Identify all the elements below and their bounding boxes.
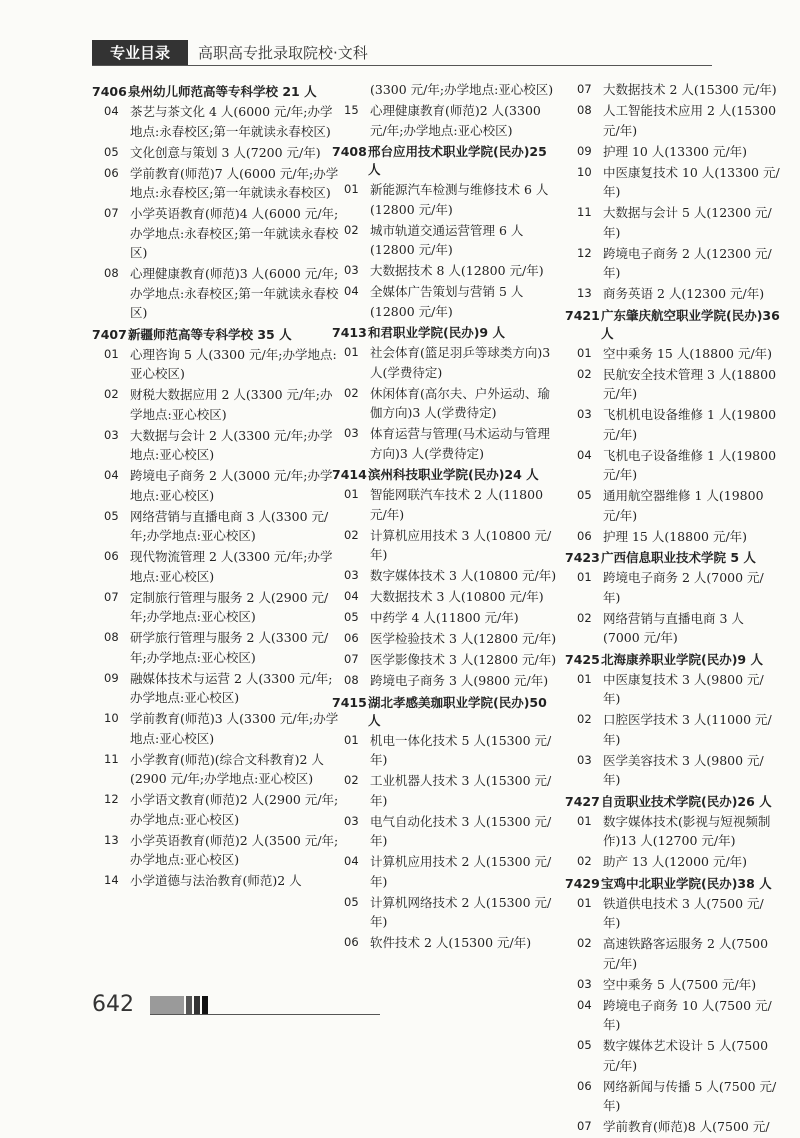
- school-code: 7414: [332, 467, 367, 482]
- school-heading: [332, 466, 557, 484]
- major-number: 02: [104, 387, 119, 401]
- school-heading: [92, 83, 342, 101]
- major-number: 02: [344, 527, 359, 542]
- major-number: 03: [344, 426, 359, 440]
- major-number: 03: [577, 976, 592, 991]
- major-number: 05: [344, 610, 359, 624]
- major-number: 04: [344, 589, 359, 603]
- school-heading: [565, 875, 780, 893]
- major-text: 研学旅行管理与服务 2 人(3300 元/年;办学地点:亚心校区): [130, 630, 329, 665]
- major-text: 铁道供电技术 3 人(7500 元/年): [603, 895, 764, 930]
- major-text: (3300 元/年;办学地点:亚心校区): [370, 82, 554, 97]
- major-number: 07: [577, 1119, 592, 1133]
- major-number: 09: [104, 670, 119, 685]
- major-item: [92, 143, 342, 163]
- major-text: 网络营销与直播电商 3 人(3300 元/年;办学地点:亚心校区): [130, 508, 329, 543]
- major-item: [565, 1117, 780, 1137]
- major-item: [332, 526, 557, 565]
- major-item: [92, 669, 342, 708]
- school-heading: [565, 307, 780, 343]
- school-heading: [332, 694, 557, 730]
- school-code: 7421: [565, 307, 600, 323]
- major-text: 民航安全技术管理 3 人(18800 元/年): [603, 366, 777, 401]
- major-text: 网络新闻与传播 5 人(7500 元/年): [603, 1078, 777, 1113]
- major-text: 数字媒体艺术设计 5 人(7500 元/年): [603, 1038, 769, 1073]
- major-text: 小学语文教育(师范)2 人(2900 元/年;办学地点:亚心校区): [130, 792, 339, 827]
- major-number: 08: [577, 103, 592, 117]
- major-item: [332, 101, 557, 140]
- major-text: 新能源汽车检测与维修技术 6 人(12800 元/年): [370, 182, 549, 217]
- major-number: 03: [104, 427, 119, 442]
- school-heading: [565, 549, 780, 567]
- major-text: 护理 15 人(18800 元/年): [603, 528, 748, 544]
- column-left: [92, 80, 342, 892]
- major-number: 01: [104, 346, 119, 361]
- major-number: 06: [344, 631, 359, 645]
- major-text: 医学美容技术 3 人(9800 元/年): [603, 752, 764, 787]
- major-number: 03: [577, 752, 592, 767]
- major-item: [92, 750, 342, 789]
- major-text: 跨境电子商务 10 人(7500 元/年): [603, 997, 772, 1032]
- major-number: 03: [344, 568, 359, 582]
- major-item: [332, 893, 557, 932]
- major-number: 01: [577, 570, 592, 584]
- major-text: 社会体育(篮足羽乒等球类方向)3 人(学费待定): [370, 345, 551, 380]
- column-right: [565, 80, 780, 1138]
- major-item: [92, 264, 342, 323]
- major-item: [565, 142, 780, 162]
- school-code: 7415: [332, 694, 367, 710]
- major-item: [565, 80, 780, 100]
- major-text: 电气自动化技术 3 人(15300 元/年): [370, 813, 552, 848]
- school-heading: [565, 793, 780, 811]
- major-item: [332, 771, 557, 810]
- major-text: 全媒体广告策划与营销 5 人(12800 元/年): [370, 284, 524, 319]
- major-item: [565, 975, 780, 995]
- major-item: [565, 996, 780, 1035]
- major-item: [565, 163, 780, 202]
- section-title: 高职高专批录取院校·文科: [198, 44, 368, 62]
- school-name: 滨州科技职业学院(民办)24 人: [368, 467, 539, 482]
- major-number: 02: [577, 366, 592, 381]
- school-code: 7423: [565, 550, 600, 565]
- major-number: 05: [344, 894, 359, 909]
- major-item: [332, 933, 557, 953]
- major-item: [565, 751, 780, 790]
- major-text: 飞机电子设备维修 1 人(19800 元/年): [603, 447, 777, 482]
- major-number: 01: [344, 487, 359, 501]
- major-number: 15: [344, 103, 359, 117]
- major-item: [565, 101, 780, 140]
- major-number: 06: [577, 528, 592, 543]
- major-item: [332, 261, 557, 281]
- major-number: 07: [104, 206, 119, 220]
- major-text: 人工智能技术应用 2 人(15300 元/年): [603, 103, 777, 138]
- school-code: 7408: [332, 144, 367, 159]
- major-number: 10: [577, 164, 592, 179]
- major-item: [92, 709, 342, 748]
- major-item: [565, 203, 780, 242]
- major-item: [332, 731, 557, 770]
- major-number: 04: [104, 468, 119, 482]
- major-item: [92, 345, 342, 384]
- school-heading: [565, 651, 780, 669]
- major-text: 口腔医学技术 3 人(11000 元/年): [603, 712, 772, 747]
- major-item: [92, 628, 342, 667]
- major-text: 数字媒体技术 3 人(10800 元/年): [370, 568, 557, 583]
- major-item: [565, 344, 780, 364]
- major-item: [565, 934, 780, 973]
- major-text: 融媒体技术与运营 2 人(3300 元/年;办学地点:亚心校区): [130, 670, 333, 705]
- major-number: 01: [344, 182, 359, 196]
- major-text: 小学英语教育(师范)2 人(3500 元/年;办学地点:亚心校区): [130, 832, 339, 867]
- major-item: [565, 852, 780, 872]
- major-text: 跨境电子商务 2 人(3000 元/年;办学地点:亚心校区): [130, 468, 333, 503]
- major-item: [92, 164, 342, 203]
- major-item: [332, 587, 557, 607]
- major-text: 大数据与会计 2 人(3300 元/年;办学地点:亚心校区): [130, 427, 333, 462]
- major-item: [332, 424, 557, 463]
- major-item: [92, 588, 342, 627]
- major-item: [332, 852, 557, 891]
- major-text: 计算机网络技术 2 人(15300 元/年): [370, 894, 552, 929]
- major-text: 现代物流管理 2 人(3300 元/年;办学地点:亚心校区): [130, 549, 333, 584]
- major-text: 心理健康教育(师范)3 人(6000 元/年;办学地点:永春校区;第一年就读永春校区): [130, 266, 339, 320]
- major-text: 心理咨询 5 人(3300 元/年;办学地点:亚心校区): [130, 346, 337, 381]
- major-number: 01: [577, 671, 592, 686]
- footer-decoration: [150, 996, 210, 1014]
- major-text: 医学检验技术 3 人(12800 元/年): [370, 631, 557, 646]
- major-item: [92, 466, 342, 505]
- major-text: 助产 13 人(12000 元/年): [603, 854, 748, 869]
- school-name: 广东肇庆航空职业学院(民办)36 人: [601, 307, 780, 341]
- major-text: 空中乘务 15 人(18800 元/年): [603, 345, 773, 361]
- major-text: 体育运营与管理(马术运动与管理方向)3 人(学费待定): [370, 426, 550, 461]
- major-item: [565, 284, 780, 304]
- major-number: 02: [577, 936, 592, 950]
- major-text: 小学教育(师范)(综合文科教育)2 人(2900 元/年;办学地点:亚心校区): [130, 751, 324, 786]
- major-text: 大数据技术 3 人(10800 元/年): [370, 589, 544, 604]
- major-number: 07: [577, 82, 592, 96]
- school-heading: [332, 324, 557, 342]
- header-rule: [92, 65, 712, 66]
- major-text: 休闲体育(高尔夫、户外运动、瑜伽方向)3 人(学费待定): [370, 385, 550, 420]
- major-number: 04: [104, 104, 119, 118]
- major-text: 计算机应用技术 2 人(15300 元/年): [370, 854, 552, 889]
- page-header: [92, 40, 712, 66]
- major-item: [565, 894, 780, 933]
- major-text: 医学影像技术 3 人(12800 元/年): [370, 652, 557, 667]
- major-item: [332, 566, 557, 586]
- major-text: 大数据与会计 5 人(12300 元/年): [603, 205, 772, 240]
- major-text: 商务英语 2 人(12300 元/年): [603, 286, 765, 301]
- major-number: 02: [577, 712, 592, 726]
- major-item: [565, 365, 780, 404]
- major-number: 08: [104, 266, 119, 280]
- column-middle: [332, 80, 557, 954]
- major-text: 跨境电子商务 2 人(12300 元/年): [603, 245, 772, 280]
- major-text: 学前教育(师范)3 人(3300 元/年;办学地点:亚心校区): [130, 711, 339, 746]
- major-item: [92, 871, 342, 891]
- major-number: 04: [344, 284, 359, 298]
- major-text: 心理健康教育(师范)2 人(3300 元/年;办学地点:亚心校区): [370, 103, 541, 138]
- major-item: [332, 608, 557, 628]
- major-text: 工业机器人技术 3 人(15300 元/年): [370, 773, 552, 808]
- major-number: 04: [344, 854, 359, 868]
- school-name: 宝鸡中北职业学院(民办)38 人: [601, 875, 772, 891]
- school-name: 湖北孝感美珈职业学院(民办)50 人: [368, 694, 547, 728]
- major-item: [332, 282, 557, 321]
- major-text: 定制旅行管理与服务 2 人(2900 元/年;办学地点:亚心校区): [130, 589, 329, 624]
- major-text: 高速铁路客运服务 2 人(7500 元/年): [603, 936, 769, 971]
- school-name: 广西信息职业技术学院 5 人: [601, 550, 756, 565]
- major-number: 07: [344, 652, 359, 666]
- major-number: 05: [104, 508, 119, 523]
- major-text: 护理 10 人(13300 元/年): [603, 143, 748, 159]
- major-item: [565, 527, 780, 547]
- major-item: [565, 710, 780, 749]
- major-text: 智能网联汽车技术 2 人(11800 元/年): [370, 487, 544, 522]
- major-text: 茶艺与茶文化 4 人(6000 元/年;办学地点:永春校区;第一年就读永春校区): [130, 104, 333, 139]
- school-code: 7425: [565, 651, 600, 667]
- major-number: 06: [104, 549, 119, 563]
- major-text: 城市轨道交通运营管理 6 人(12800 元/年): [370, 222, 524, 257]
- major-number: 09: [577, 143, 592, 158]
- school-name: 自贡职业技术学院(民办)26 人: [601, 793, 772, 809]
- major-number: 04: [577, 997, 592, 1012]
- school-name: 泉州幼儿师范高等专科学校 21 人: [128, 84, 317, 99]
- major-text: 大数据技术 8 人(12800 元/年): [370, 263, 544, 278]
- major-number: 03: [577, 407, 592, 421]
- major-number: 01: [577, 345, 592, 360]
- major-text: 飞机机电设备维修 1 人(19800 元/年): [603, 407, 777, 442]
- major-text: 中医康复技术 3 人(9800 元/年): [603, 671, 764, 706]
- major-item: [92, 547, 342, 586]
- major-number: 02: [344, 773, 359, 787]
- major-number: 01: [577, 895, 592, 910]
- school-name: 新疆师范高等专科学校 35 人: [128, 326, 292, 342]
- major-text: 中药学 4 人(11800 元/年): [370, 610, 519, 625]
- major-item: [565, 568, 780, 607]
- school-code: 7406: [92, 84, 127, 99]
- major-text: 大数据技术 2 人(15300 元/年): [603, 82, 777, 97]
- section-label: 专业目录: [92, 40, 188, 66]
- major-item: [92, 102, 342, 141]
- major-number: 06: [344, 935, 359, 949]
- major-item: [565, 1036, 780, 1075]
- major-item: [332, 485, 557, 524]
- major-item: [565, 244, 780, 283]
- major-number: 03: [344, 263, 359, 277]
- major-number: 08: [344, 673, 359, 687]
- major-number: 11: [104, 751, 119, 766]
- major-item: [92, 426, 342, 465]
- major-number: 05: [577, 1038, 592, 1052]
- major-text: 网络营销与直播电商 3 人(7000 元/年): [603, 610, 744, 645]
- school-name: 北海康养职业学院(民办)9 人: [601, 651, 763, 667]
- footer-rule: [150, 1014, 380, 1015]
- page-footer: [92, 990, 372, 1020]
- major-item: [565, 486, 780, 525]
- major-text: 学前教育(师范)7 人(6000 元/年;办学地点:永春校区;第一年就读永春校区): [130, 165, 339, 200]
- major-number: 13: [104, 832, 119, 847]
- school-heading: [332, 143, 557, 179]
- major-item: [565, 446, 780, 485]
- school-name: 和君职业学院(民办)9 人: [368, 325, 505, 340]
- school-code: 7427: [565, 793, 600, 809]
- major-item: [565, 670, 780, 709]
- major-text: 跨境电子商务 3 人(9800 元/年): [370, 673, 549, 688]
- major-number: 06: [104, 165, 119, 180]
- major-number: 04: [577, 447, 592, 462]
- major-item: [92, 385, 342, 424]
- major-text: 中医康复技术 10 人(13300 元/年): [603, 164, 780, 199]
- major-item: [332, 343, 557, 382]
- school-code: 7407: [92, 326, 127, 342]
- major-text: 跨境电子商务 2 人(7000 元/年): [603, 570, 764, 605]
- major-number: 02: [344, 222, 359, 237]
- major-number: 01: [344, 345, 359, 359]
- major-item: [332, 180, 557, 219]
- major-number: 12: [577, 245, 592, 260]
- major-text: 小学英语教育(师范)4 人(6000 元/年;办学地点:永春校区;第一年就读永春校区): [130, 206, 339, 260]
- major-text: 计算机应用技术 3 人(10800 元/年): [370, 527, 552, 562]
- major-number: 02: [344, 385, 359, 400]
- major-item: [332, 812, 557, 851]
- major-item: [565, 405, 780, 444]
- school-code: 7429: [565, 875, 600, 891]
- major-item: [332, 384, 557, 423]
- major-text: 软件技术 2 人(15300 元/年): [370, 935, 532, 950]
- major-text: 小学道德与法治教育(师范)2 人: [130, 873, 302, 888]
- major-text: 文化创意与策划 3 人(7200 元/年): [130, 144, 321, 160]
- major-number: 02: [577, 854, 592, 868]
- major-item: [332, 650, 557, 670]
- school-name: 邢台应用技术职业学院(民办)25 人: [368, 144, 547, 177]
- major-number: 06: [577, 1078, 592, 1093]
- school-code: 7413: [332, 325, 367, 340]
- major-item: [332, 629, 557, 649]
- major-number: 12: [104, 792, 119, 806]
- major-number: 10: [104, 711, 119, 725]
- major-number: 01: [344, 732, 359, 747]
- major-number: 03: [344, 813, 359, 828]
- page-number: 642: [92, 992, 134, 1017]
- major-item: [332, 221, 557, 260]
- major-item: [332, 80, 557, 100]
- major-text: 财税大数据应用 2 人(3300 元/年;办学地点:亚心校区): [130, 387, 333, 422]
- major-text: 通用航空器维修 1 人(19800 元/年): [603, 488, 764, 523]
- major-number: 14: [104, 873, 119, 887]
- major-number: 05: [104, 144, 119, 159]
- major-item: [565, 1077, 780, 1116]
- major-item: [92, 507, 342, 546]
- major-item: [565, 812, 780, 851]
- major-number: 07: [104, 589, 119, 604]
- major-item: [92, 204, 342, 263]
- major-number: 08: [104, 630, 119, 644]
- school-heading: [92, 326, 342, 344]
- major-number: 11: [577, 205, 592, 219]
- major-text: 数字媒体技术(影视与短视频制作)13 人(12700 元/年): [603, 813, 771, 848]
- major-item: [565, 609, 780, 648]
- major-number: 05: [577, 488, 592, 502]
- major-number: 13: [577, 286, 592, 300]
- major-item: [92, 790, 342, 829]
- major-number: 02: [577, 610, 592, 625]
- major-item: [92, 831, 342, 870]
- major-text: 机电一体化技术 5 人(15300 元/年): [370, 732, 552, 767]
- major-text: 学前教育(师范)8 人(7500 元/: [603, 1119, 770, 1134]
- major-text: 空中乘务 5 人(7500 元/年): [603, 976, 757, 992]
- major-number: 01: [577, 813, 592, 828]
- major-item: [332, 671, 557, 691]
